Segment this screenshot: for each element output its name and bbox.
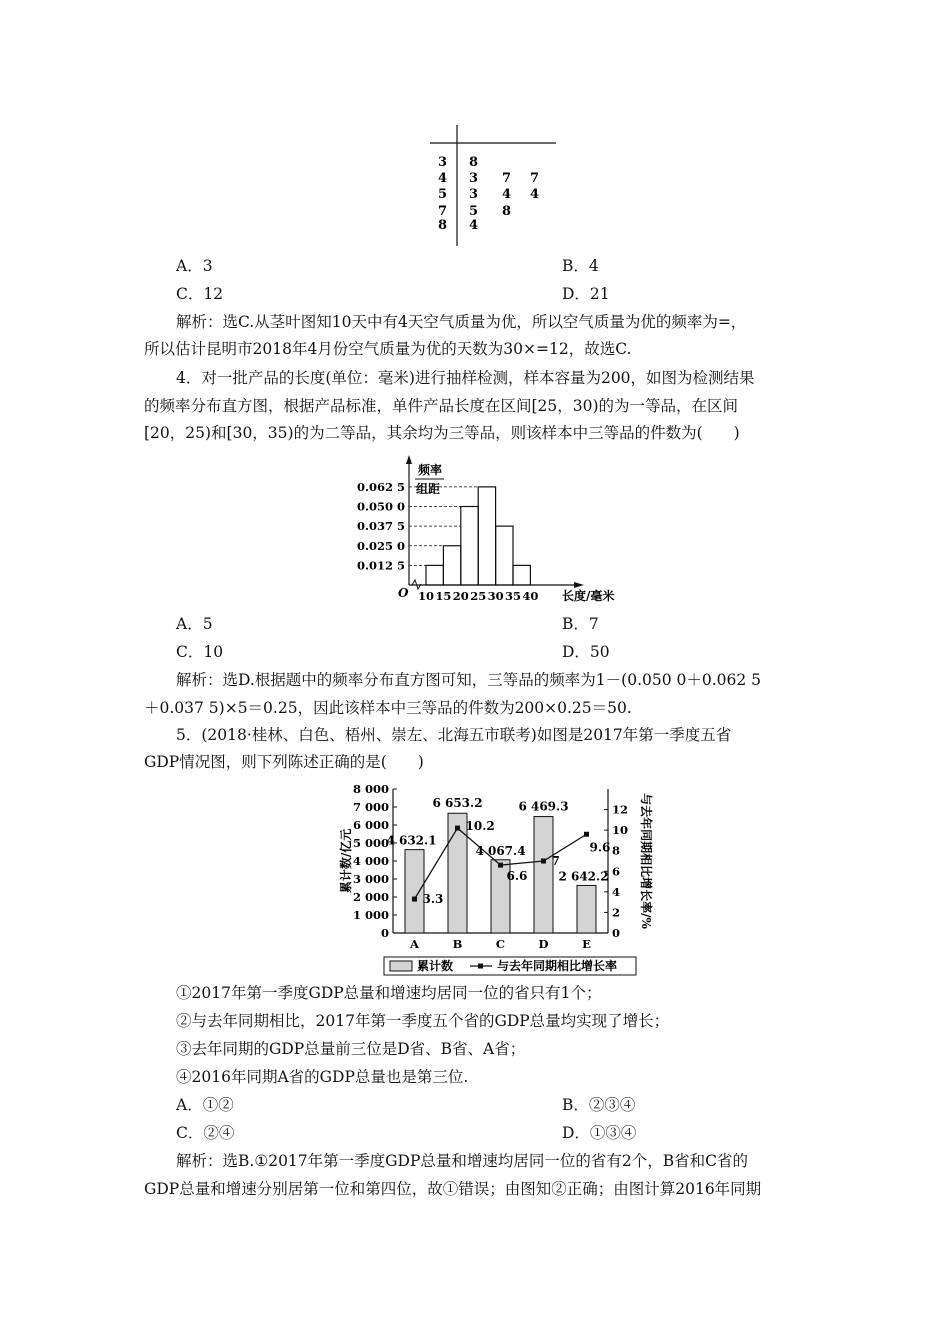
q3-option-d: D．21 (562, 285, 610, 303)
leaf-value: 7 (502, 171, 512, 186)
leaf-value: 3 (469, 171, 479, 186)
right-axis-title: 与去年同期相比增长率/% (639, 793, 653, 929)
growth-rate-label: 7 (551, 854, 560, 868)
growth-rate-label: 9.6 (589, 840, 611, 855)
q5-statement-4: ④2016年同期A省的GDP总量也是第三位. (176, 1068, 469, 1086)
legend-line-marker (478, 964, 483, 969)
histogram-bar (461, 507, 478, 586)
left-tick-label: 1 000 (352, 908, 389, 922)
growth-rate-point (584, 832, 589, 837)
q5-option-b: B．②③④ (562, 1096, 636, 1114)
leaf-value: 4 (469, 218, 479, 233)
y-axis-label-top: 频率 (418, 463, 443, 477)
gdp-bar (405, 850, 424, 933)
x-tick-label: 20 (452, 589, 469, 603)
growth-rate-label: 10.2 (465, 819, 495, 834)
leaf-value: 8 (469, 155, 479, 170)
q4-solution-line-1: 解析：选D.根据题中的频率分布直方图可知，三等品的频率为1－(0.050 0＋0.062 5 (176, 671, 762, 689)
x-tick-label: 15 (435, 589, 452, 603)
q5-option-d: D．①③④ (562, 1124, 637, 1142)
leaf-value: 8 (502, 204, 512, 219)
left-tick-label: 6 000 (352, 818, 389, 832)
growth-rate-label: 6.6 (506, 869, 528, 884)
left-tick-label: 2 000 (352, 890, 389, 904)
q5-option-c: C．②④ (176, 1124, 235, 1142)
stem-value: 8 (438, 218, 448, 233)
q5-solution-line-1: 解析：选B.①2017年第一季度GDP总量和增速均居同一位的省有2个，B省和C省的 (176, 1152, 749, 1170)
stem-leaf-plot (0, 0, 950, 260)
bar-value-label: 6 653.2 (432, 796, 483, 811)
x-tick-label: 30 (487, 589, 504, 603)
y-axis-label-bottom: 组距 (416, 482, 441, 496)
q4-question-line-2: 的频率分布直方图，根据产品标准，单件产品长度在区间[25，30)的为一等品，在区间 (144, 397, 739, 415)
right-tick-label: 12 (612, 802, 629, 817)
left-tick-label: 4 000 (352, 854, 389, 868)
stem-value: 5 (438, 187, 448, 202)
right-tick-label: 4 (612, 884, 621, 899)
q4-question-line-1: 4．对一批产品的长度(单位：毫米)进行抽样检测，样本容量为200，如图为检测结果 (176, 369, 755, 387)
histogram-bar (496, 526, 513, 585)
origin-label: O (398, 586, 409, 600)
q3-solution-line-1: 解析：选C.从茎叶图知10天中有4天空气质量为优，所以空气质量为优的频率为=， (176, 313, 747, 331)
right-tick-label: 10 (612, 823, 629, 838)
histogram-bar (513, 565, 530, 585)
gdp-bar (577, 885, 596, 933)
category-label: A (410, 937, 419, 951)
category-label: C (495, 937, 506, 951)
histogram-bar (478, 487, 495, 585)
y-tick-label: 0.062 5 (356, 479, 405, 494)
gdp-bar (534, 817, 553, 933)
q5-statement-1: ①2017年第一季度GDP总量和增速均居同一位的省只有1个； (176, 984, 602, 1002)
q5-statement-2: ②与去年同期相比，2017年第一季度五个省的GDP总量均实现了增长； (176, 1012, 670, 1030)
right-tick-label: 0 (612, 926, 621, 940)
q5-question-line-1: 5．(2018·桂林、白色、梧州、崇左、北海五市联考)如图是2017年第一季度五省 (176, 726, 732, 744)
q4-option-d: D．50 (562, 643, 610, 661)
category-label: B (452, 937, 463, 951)
growth-rate-label: 3.3 (422, 892, 444, 907)
bar-value-label: 2 642.2 (558, 869, 609, 884)
legend-bar-label: 累计数 (417, 959, 454, 973)
legend-bar-swatch (390, 961, 412, 971)
stem-value: 4 (438, 171, 448, 186)
bar-value-label: 4 067.4 (475, 843, 526, 858)
gdp-bar (448, 813, 467, 933)
y-axis-arrow (406, 455, 412, 464)
y-tick-label: 0.037 5 (356, 519, 405, 534)
left-tick-label: 8 000 (352, 782, 389, 796)
category-label: E (582, 937, 591, 951)
bar-value-label: 6 469.3 (518, 799, 569, 814)
leaf-value: 3 (469, 187, 479, 202)
q3-option-c: C．12 (176, 285, 224, 303)
right-tick-label: 8 (612, 843, 621, 858)
leaf-value: 4 (530, 187, 540, 202)
x-tick-label: 40 (522, 589, 539, 603)
left-tick-label: 7 000 (352, 800, 389, 814)
bar-value-label: 4 632.1 (386, 833, 437, 848)
y-tick-label: 0.012 5 (356, 558, 405, 573)
q4-question-line-3: [20，25)和[30，35)的为二等品，其余均为三等品，则该样本中三等品的件数为( ) (144, 424, 740, 442)
left-tick-label: 3 000 (352, 872, 389, 886)
left-axis-title: 累计数/亿元 (339, 828, 353, 894)
leaf-value: 5 (469, 204, 479, 219)
frequency-histogram (0, 450, 950, 630)
x-tick-label: 35 (504, 589, 522, 603)
leaf-value: 4 (502, 187, 512, 202)
histogram-bar (443, 546, 460, 585)
y-tick-label: 0.050 0 (356, 499, 405, 514)
q4-option-b: B．7 (562, 615, 599, 633)
growth-rate-point (541, 859, 546, 864)
stem-value: 3 (438, 155, 448, 170)
stem-value: 7 (438, 204, 448, 219)
x-tick-label: 25 (470, 589, 487, 603)
q5-statement-3: ③去年同期的GDP总量前三位是D省、B省、A省； (176, 1040, 526, 1058)
legend-line-label: 与去年同期相比增长率 (497, 959, 618, 973)
growth-rate-point (412, 897, 417, 902)
growth-rate-point (498, 863, 503, 868)
q4-option-c: C．10 (176, 643, 224, 661)
gdp-combo-chart (0, 775, 950, 980)
q3-option-a: A．3 (176, 257, 213, 275)
category-label: D (538, 937, 549, 951)
q4-solution-line-2: ＋0.037 5)×5＝0.25，因此该样本中三等品的件数为200×0.25＝50. (144, 699, 632, 717)
right-tick-label: 6 (612, 864, 621, 879)
q3-solution-line-2: 所以估计昆明市2018年4月份空气质量为优的天数为30×=12，故选C. (144, 340, 632, 358)
q5-option-a: A．①② (176, 1096, 234, 1114)
growth-rate-point (455, 826, 460, 831)
q5-solution-line-2: GDP总量和增速分别居第一位和第四位，故①错误；由图知②正确；由图计算2016年同期 (144, 1180, 762, 1198)
histogram-bar (426, 565, 443, 585)
x-axis-arrow (574, 582, 584, 588)
q5-question-line-2: GDP情况图，则下列陈述正确的是( ) (144, 753, 424, 771)
right-tick-label: 2 (612, 905, 621, 920)
q3-option-b: B．4 (562, 257, 599, 275)
left-tick-label: 0 (380, 926, 389, 940)
q4-option-a: A．5 (176, 615, 213, 633)
x-tick-label: 10 (417, 589, 435, 603)
left-tick-label: 5 000 (352, 836, 389, 850)
y-tick-label: 0.025 0 (356, 538, 405, 553)
leaf-value: 7 (530, 171, 540, 186)
x-axis-label: 长度/毫米 (562, 589, 615, 603)
